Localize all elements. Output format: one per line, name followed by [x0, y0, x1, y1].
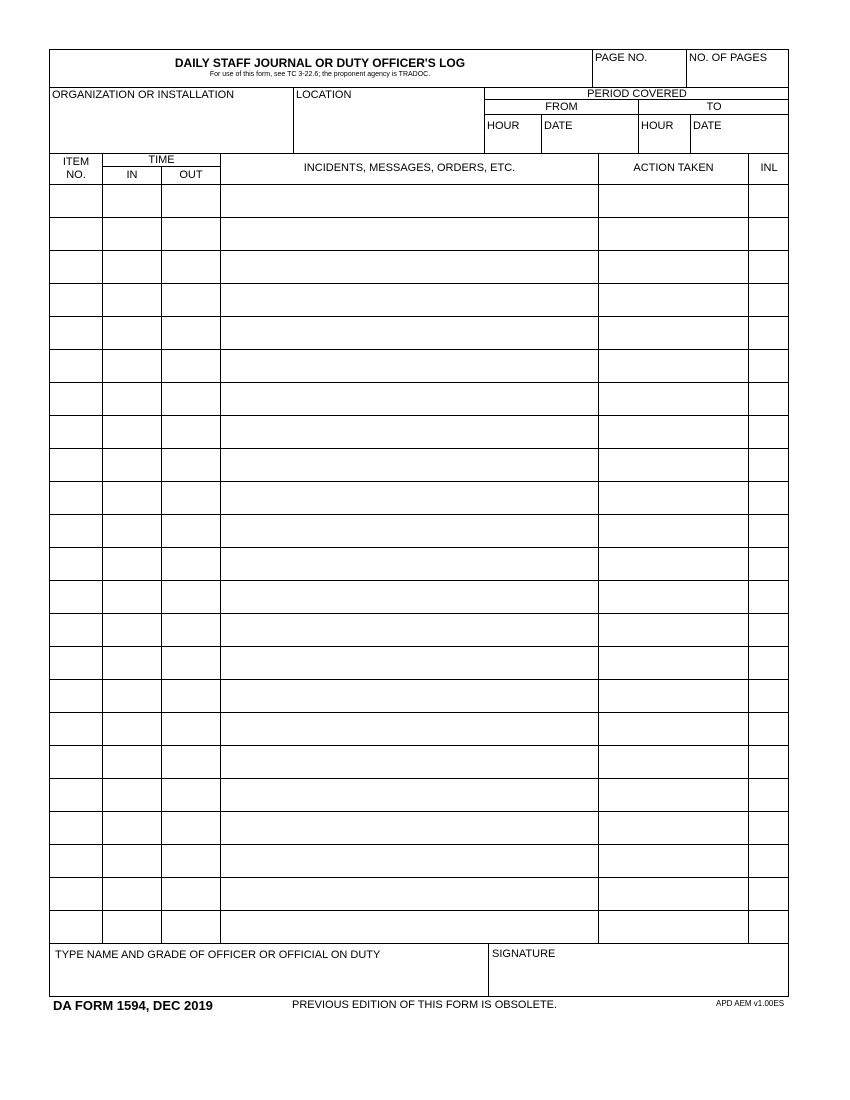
- time-in-cell[interactable]: [103, 911, 161, 943]
- time-out-cell[interactable]: [162, 515, 220, 547]
- item-no-cell[interactable]: [51, 746, 102, 778]
- table-row: [50, 877, 789, 910]
- time-in-cell[interactable]: [103, 581, 161, 613]
- action-taken-cell[interactable]: [599, 878, 748, 910]
- action-taken-cell[interactable]: [599, 515, 748, 547]
- inl-cell[interactable]: [749, 713, 789, 745]
- time-out-cell[interactable]: [162, 251, 220, 283]
- log-table: [50, 50, 789, 996]
- location-label: LOCATION: [296, 89, 352, 101]
- incidents-label: INCIDENTS, MESSAGES, ORDERS, ETC.: [303, 162, 516, 174]
- item-no-label: ITEM: [62, 156, 90, 168]
- inl-cell[interactable]: [749, 680, 789, 712]
- time-out-cell[interactable]: [162, 317, 220, 349]
- time-in-cell[interactable]: [103, 185, 161, 217]
- incidents-cell[interactable]: [221, 185, 598, 217]
- time-out-cell[interactable]: [162, 284, 220, 316]
- time-in-cell[interactable]: [103, 878, 161, 910]
- organization-label: ORGANIZATION OR INSTALLATION: [52, 89, 235, 101]
- from-hour-label: HOUR: [487, 120, 520, 132]
- table-row: [50, 217, 789, 250]
- inl-cell[interactable]: [749, 548, 789, 580]
- to-hour-label: HOUR: [641, 120, 674, 132]
- action-taken-cell[interactable]: [599, 911, 748, 943]
- inl-cell[interactable]: [749, 317, 789, 349]
- table-row: [50, 283, 789, 316]
- inl-cell[interactable]: [749, 350, 789, 382]
- time-out-cell[interactable]: [162, 845, 220, 877]
- no-of-pages-label: NO. OF PAGES: [689, 52, 768, 64]
- inl-cell[interactable]: [749, 911, 789, 943]
- time-out-cell[interactable]: [162, 779, 220, 811]
- inl-cell[interactable]: [749, 812, 789, 844]
- action-taken-cell[interactable]: [599, 383, 748, 415]
- signature-field[interactable]: [489, 962, 788, 995]
- action-taken-cell[interactable]: [599, 218, 748, 250]
- table-row: [50, 382, 789, 415]
- table-row: [50, 316, 789, 349]
- time-out-cell[interactable]: [162, 185, 220, 217]
- incidents-cell[interactable]: [221, 482, 598, 514]
- item-no-cell[interactable]: [51, 812, 102, 844]
- action-taken-cell[interactable]: [599, 449, 748, 481]
- time-out-cell[interactable]: [162, 350, 220, 382]
- time-in-cell[interactable]: [103, 647, 161, 679]
- incidents-cell[interactable]: [221, 680, 598, 712]
- action-taken-cell[interactable]: [599, 680, 748, 712]
- incidents-cell[interactable]: [221, 317, 598, 349]
- inl-cell[interactable]: [749, 845, 789, 877]
- action-taken-cell[interactable]: [599, 317, 748, 349]
- table-row: [50, 547, 789, 580]
- table-row: [50, 613, 789, 646]
- time-in-cell[interactable]: [103, 317, 161, 349]
- time-out-cell[interactable]: [162, 581, 220, 613]
- time-in-cell[interactable]: [103, 383, 161, 415]
- action-taken-cell[interactable]: [599, 812, 748, 844]
- table-row: [50, 250, 789, 283]
- incidents-cell[interactable]: [221, 614, 598, 646]
- action-taken-cell[interactable]: [599, 416, 748, 448]
- time-out-cell[interactable]: [162, 449, 220, 481]
- item-no-cell[interactable]: [51, 680, 102, 712]
- time-in-cell[interactable]: [103, 746, 161, 778]
- incidents-cell[interactable]: [221, 845, 598, 877]
- item-no-cell[interactable]: [51, 482, 102, 514]
- incidents-cell[interactable]: [221, 746, 598, 778]
- item-no-cell[interactable]: [51, 911, 102, 943]
- incidents-cell[interactable]: [221, 713, 598, 745]
- time-in-cell[interactable]: [103, 350, 161, 382]
- item-no-cell[interactable]: [51, 317, 102, 349]
- inl-cell[interactable]: [749, 779, 789, 811]
- time-in-cell[interactable]: [103, 449, 161, 481]
- time-in-cell[interactable]: [103, 779, 161, 811]
- incidents-cell[interactable]: [221, 878, 598, 910]
- time-out-cell[interactable]: [162, 482, 220, 514]
- table-row: [50, 646, 789, 679]
- table-row: [50, 184, 789, 217]
- incidents-cell[interactable]: [221, 251, 598, 283]
- action-taken-cell[interactable]: [599, 482, 748, 514]
- time-out-cell[interactable]: [162, 713, 220, 745]
- action-taken-cell[interactable]: [599, 548, 748, 580]
- incidents-cell[interactable]: [221, 581, 598, 613]
- item-no-cell[interactable]: [51, 449, 102, 481]
- incidents-cell[interactable]: [221, 812, 598, 844]
- item-no-cell[interactable]: [51, 713, 102, 745]
- inl-cell[interactable]: [749, 449, 789, 481]
- signature-label: SIGNATURE: [492, 948, 556, 960]
- form-subtitle: For use of this form, see TC 3-22.6; the proponent agency is TRADOC.: [209, 71, 431, 78]
- table-row: [50, 844, 789, 877]
- inl-label: INL: [760, 162, 778, 174]
- from-date-label: DATE: [544, 120, 573, 132]
- action-taken-label: ACTION TAKEN: [633, 162, 714, 174]
- inl-cell[interactable]: [749, 383, 789, 415]
- item-no-label-2: NO.: [66, 169, 86, 181]
- time-in-cell[interactable]: [103, 812, 161, 844]
- action-taken-cell[interactable]: [599, 251, 748, 283]
- item-no-cell[interactable]: [51, 581, 102, 613]
- time-in-cell[interactable]: [103, 614, 161, 646]
- table-row: [50, 778, 789, 811]
- incidents-cell[interactable]: [221, 449, 598, 481]
- item-no-cell[interactable]: [51, 284, 102, 316]
- to-label: TO: [706, 101, 722, 113]
- table-row: [50, 580, 789, 613]
- incidents-cell[interactable]: [221, 779, 598, 811]
- incidents-cell[interactable]: [221, 548, 598, 580]
- action-taken-cell[interactable]: [599, 581, 748, 613]
- item-no-cell[interactable]: [51, 878, 102, 910]
- time-out-cell[interactable]: [162, 812, 220, 844]
- item-no-cell[interactable]: [51, 515, 102, 547]
- time-in-cell[interactable]: [103, 218, 161, 250]
- time-in-cell[interactable]: [103, 713, 161, 745]
- incidents-cell[interactable]: [221, 515, 598, 547]
- inl-cell[interactable]: [749, 515, 789, 547]
- action-taken-cell[interactable]: [599, 284, 748, 316]
- action-taken-cell[interactable]: [599, 185, 748, 217]
- action-taken-cell[interactable]: [599, 779, 748, 811]
- page-no-label: PAGE NO.: [595, 52, 648, 64]
- to-date-label: DATE: [693, 120, 722, 132]
- item-no-cell[interactable]: [51, 383, 102, 415]
- item-no-cell[interactable]: [51, 779, 102, 811]
- inl-cell[interactable]: [749, 878, 789, 910]
- form-title: DAILY STAFF JOURNAL OR DUTY OFFICER'S LOG: [174, 56, 466, 70]
- divider: [50, 943, 789, 944]
- time-in-cell[interactable]: [103, 416, 161, 448]
- table-row: [50, 448, 789, 481]
- time-out-cell[interactable]: [162, 746, 220, 778]
- incidents-cell[interactable]: [221, 284, 598, 316]
- item-no-cell[interactable]: [51, 647, 102, 679]
- time-in-cell[interactable]: [103, 482, 161, 514]
- time-in-cell[interactable]: [103, 548, 161, 580]
- item-no-cell[interactable]: [51, 350, 102, 382]
- item-no-cell[interactable]: [51, 614, 102, 646]
- time-out-cell[interactable]: [162, 680, 220, 712]
- inl-cell[interactable]: [749, 482, 789, 514]
- previous-edition-note: PREVIOUS EDITION OF THIS FORM IS OBSOLETE.: [292, 999, 558, 1011]
- inl-cell[interactable]: [749, 251, 789, 283]
- time-out-cell[interactable]: [162, 548, 220, 580]
- duty-log-form: [49, 49, 789, 997]
- item-no-cell[interactable]: [51, 218, 102, 250]
- inl-cell[interactable]: [749, 416, 789, 448]
- time-in-cell[interactable]: [103, 284, 161, 316]
- inl-cell[interactable]: [749, 218, 789, 250]
- time-in-label: IN: [126, 169, 138, 181]
- time-label: TIME: [148, 154, 175, 166]
- item-no-cell[interactable]: [51, 845, 102, 877]
- incidents-cell[interactable]: [221, 218, 598, 250]
- time-in-cell[interactable]: [103, 845, 161, 877]
- period-covered-label: PERIOD COVERED: [587, 88, 687, 100]
- table-row: [50, 811, 789, 844]
- inl-cell[interactable]: [749, 185, 789, 217]
- item-no-cell[interactable]: [51, 548, 102, 580]
- item-no-cell[interactable]: [51, 185, 102, 217]
- action-taken-cell[interactable]: [599, 350, 748, 382]
- item-no-cell[interactable]: [51, 251, 102, 283]
- table-row: [50, 712, 789, 745]
- inl-cell[interactable]: [749, 746, 789, 778]
- time-in-cell[interactable]: [103, 515, 161, 547]
- officer-name-field[interactable]: [51, 962, 487, 995]
- time-out-cell[interactable]: [162, 383, 220, 415]
- version-label: APD AEM v1.00ES: [716, 999, 785, 1008]
- table-row: [50, 514, 789, 547]
- time-out-cell[interactable]: [162, 647, 220, 679]
- action-taken-cell[interactable]: [599, 713, 748, 745]
- action-taken-cell[interactable]: [599, 845, 748, 877]
- time-in-cell[interactable]: [103, 680, 161, 712]
- table-row: [50, 910, 789, 943]
- incidents-cell[interactable]: [221, 416, 598, 448]
- form-id: DA FORM 1594, DEC 2019: [53, 998, 213, 1013]
- item-no-cell[interactable]: [51, 416, 102, 448]
- action-taken-cell[interactable]: [599, 746, 748, 778]
- action-taken-cell[interactable]: [599, 614, 748, 646]
- incidents-cell[interactable]: [221, 350, 598, 382]
- table-row: [50, 349, 789, 382]
- table-row: [50, 745, 789, 778]
- time-out-label: OUT: [179, 169, 203, 181]
- table-row: [50, 481, 789, 514]
- incidents-cell[interactable]: [221, 383, 598, 415]
- inl-cell[interactable]: [749, 614, 789, 646]
- inl-cell[interactable]: [749, 647, 789, 679]
- from-label: FROM: [545, 101, 578, 113]
- inl-cell[interactable]: [749, 284, 789, 316]
- table-row: [50, 679, 789, 712]
- officer-label: TYPE NAME AND GRADE OF OFFICER OR OFFICIAL ON DUTY: [55, 949, 381, 961]
- time-out-cell[interactable]: [162, 416, 220, 448]
- incidents-cell[interactable]: [221, 911, 598, 943]
- table-row: [50, 415, 789, 448]
- time-out-cell[interactable]: [162, 911, 220, 943]
- inl-cell[interactable]: [749, 581, 789, 613]
- time-in-cell[interactable]: [103, 251, 161, 283]
- action-taken-cell[interactable]: [599, 647, 748, 679]
- time-out-cell[interactable]: [162, 218, 220, 250]
- incidents-cell[interactable]: [221, 647, 598, 679]
- time-out-cell[interactable]: [162, 614, 220, 646]
- time-out-cell[interactable]: [162, 878, 220, 910]
